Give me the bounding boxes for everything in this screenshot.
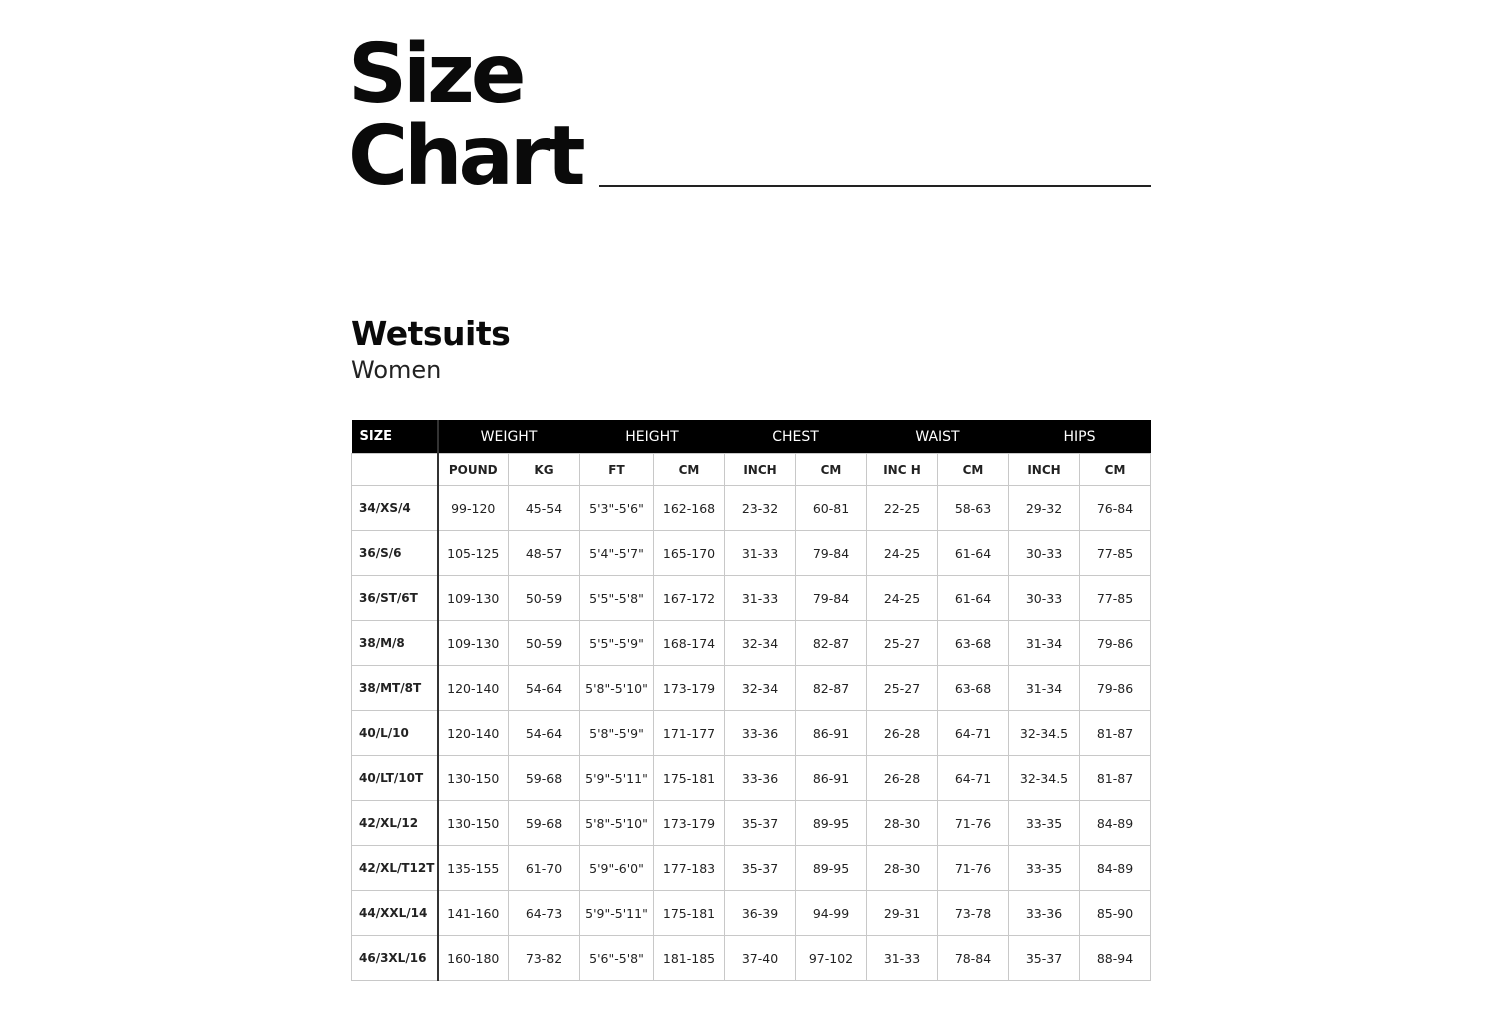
table-cell: 32-34 <box>725 621 796 666</box>
table-cell: 31-33 <box>867 936 938 981</box>
unit-header: CM <box>654 454 725 486</box>
section-title: Wetsuits <box>351 314 511 353</box>
table-cell: 61-70 <box>509 846 580 891</box>
table-group-header-row <box>352 420 1151 454</box>
unit-header: INCH <box>725 454 796 486</box>
table-cell: 5'8"-5'10" <box>580 801 654 846</box>
title-divider <box>599 185 1151 187</box>
table-row <box>352 756 1151 801</box>
size-label-cell: 36/ST/6T <box>352 576 438 621</box>
table-cell: 61-64 <box>938 576 1009 621</box>
table-cell: 23-32 <box>725 486 796 531</box>
unit-header: INC H <box>867 454 938 486</box>
table-cell: 29-31 <box>867 891 938 936</box>
unit-header: INCH <box>1009 454 1080 486</box>
table-cell: 165-170 <box>654 531 725 576</box>
table-cell: 120-140 <box>438 666 509 711</box>
table-cell: 79-84 <box>796 576 867 621</box>
unit-header: KG <box>509 454 580 486</box>
table-cell: 84-89 <box>1080 846 1151 891</box>
table-cell: 130-150 <box>438 801 509 846</box>
table-cell: 64-71 <box>938 711 1009 756</box>
table-cell: 86-91 <box>796 756 867 801</box>
table-cell: 50-59 <box>509 621 580 666</box>
table-cell: 50-59 <box>509 576 580 621</box>
size-table <box>351 420 1151 981</box>
table-row <box>352 486 1151 531</box>
table-cell: 79-86 <box>1080 666 1151 711</box>
table-cell: 171-177 <box>654 711 725 756</box>
table-cell: 31-33 <box>725 531 796 576</box>
group-header-hips: HIPS <box>1009 420 1151 454</box>
group-header-height: HEIGHT <box>580 420 725 454</box>
table-cell: 162-168 <box>654 486 725 531</box>
size-label-cell: 38/M/8 <box>352 621 438 666</box>
table-cell: 82-87 <box>796 621 867 666</box>
table-row <box>352 891 1151 936</box>
size-label-cell: 44/XXL/14 <box>352 891 438 936</box>
table-cell: 33-36 <box>1009 891 1080 936</box>
table-cell: 31-33 <box>725 576 796 621</box>
table-row <box>352 801 1151 846</box>
table-cell: 58-63 <box>938 486 1009 531</box>
table-cell: 89-95 <box>796 846 867 891</box>
table-cell: 5'6"-5'8" <box>580 936 654 981</box>
table-cell: 33-36 <box>725 756 796 801</box>
table-cell: 26-28 <box>867 756 938 801</box>
table-cell: 5'9"-5'11" <box>580 891 654 936</box>
table-cell: 32-34 <box>725 666 796 711</box>
table-cell: 25-27 <box>867 621 938 666</box>
table-cell: 54-64 <box>509 711 580 756</box>
table-cell: 167-172 <box>654 576 725 621</box>
table-cell: 33-35 <box>1009 801 1080 846</box>
table-cell: 81-87 <box>1080 711 1151 756</box>
size-label-cell: 46/3XL/16 <box>352 936 438 981</box>
table-cell: 173-179 <box>654 666 725 711</box>
table-cell: 71-76 <box>938 801 1009 846</box>
table-cell: 94-99 <box>796 891 867 936</box>
table-cell: 82-87 <box>796 666 867 711</box>
table-cell: 78-84 <box>938 936 1009 981</box>
table-cell: 33-35 <box>1009 846 1080 891</box>
table-body <box>352 486 1151 981</box>
table-cell: 175-181 <box>654 756 725 801</box>
table-cell: 99-120 <box>438 486 509 531</box>
group-header-weight: WEIGHT <box>438 420 580 454</box>
table-cell: 35-37 <box>725 801 796 846</box>
table-cell: 59-68 <box>509 801 580 846</box>
table-cell: 130-150 <box>438 756 509 801</box>
table-cell: 32-34.5 <box>1009 711 1080 756</box>
table-row <box>352 666 1151 711</box>
table-cell: 105-125 <box>438 531 509 576</box>
table-cell: 5'9"-6'0" <box>580 846 654 891</box>
size-label-cell: 40/L/10 <box>352 711 438 756</box>
table-cell: 63-68 <box>938 666 1009 711</box>
table-cell: 77-85 <box>1080 576 1151 621</box>
table-cell: 61-64 <box>938 531 1009 576</box>
table-cell: 35-37 <box>725 846 796 891</box>
table-cell: 177-183 <box>654 846 725 891</box>
table-cell: 5'8"-5'10" <box>580 666 654 711</box>
table-cell: 30-33 <box>1009 576 1080 621</box>
size-label-cell: 36/S/6 <box>352 531 438 576</box>
table-cell: 79-86 <box>1080 621 1151 666</box>
table-row <box>352 621 1151 666</box>
table-cell: 64-71 <box>938 756 1009 801</box>
table-cell: 25-27 <box>867 666 938 711</box>
table-cell: 5'4"-5'7" <box>580 531 654 576</box>
table-row <box>352 846 1151 891</box>
table-cell: 89-95 <box>796 801 867 846</box>
unit-header-empty <box>352 454 438 486</box>
table-cell: 60-81 <box>796 486 867 531</box>
unit-header: CM <box>938 454 1009 486</box>
size-column-header: SIZE <box>352 420 438 454</box>
table-cell: 84-89 <box>1080 801 1151 846</box>
table-cell: 5'5"-5'9" <box>580 621 654 666</box>
table-cell: 24-25 <box>867 531 938 576</box>
table-cell: 33-36 <box>725 711 796 756</box>
table-cell: 37-40 <box>725 936 796 981</box>
size-label-cell: 42/XL/T12T <box>352 846 438 891</box>
table-cell: 28-30 <box>867 846 938 891</box>
unit-header: CM <box>796 454 867 486</box>
table-cell: 173-179 <box>654 801 725 846</box>
page-title-line-1: Size <box>348 27 523 122</box>
table-cell: 76-84 <box>1080 486 1151 531</box>
size-label-cell: 38/MT/8T <box>352 666 438 711</box>
table-cell: 31-34 <box>1009 666 1080 711</box>
table-cell: 26-28 <box>867 711 938 756</box>
table-cell: 5'8"-5'9" <box>580 711 654 756</box>
table-cell: 141-160 <box>438 891 509 936</box>
group-header-waist: WAIST <box>867 420 1009 454</box>
table-cell: 181-185 <box>654 936 725 981</box>
table-cell: 109-130 <box>438 576 509 621</box>
section-subtitle: Women <box>351 356 442 384</box>
table-cell: 5'5"-5'8" <box>580 576 654 621</box>
table-cell: 22-25 <box>867 486 938 531</box>
table-cell: 30-33 <box>1009 531 1080 576</box>
table-cell: 63-68 <box>938 621 1009 666</box>
table-cell: 77-85 <box>1080 531 1151 576</box>
table-row <box>352 711 1151 756</box>
table-cell: 168-174 <box>654 621 725 666</box>
table-cell: 29-32 <box>1009 486 1080 531</box>
table-cell: 54-64 <box>509 666 580 711</box>
table-row <box>352 576 1151 621</box>
table-row <box>352 531 1151 576</box>
table-cell: 175-181 <box>654 891 725 936</box>
table-cell: 88-94 <box>1080 936 1151 981</box>
table-cell: 135-155 <box>438 846 509 891</box>
table-cell: 64-73 <box>509 891 580 936</box>
group-header-chest: CHEST <box>725 420 867 454</box>
table-cell: 73-78 <box>938 891 1009 936</box>
table-unit-header-row <box>352 454 1151 486</box>
table-cell: 160-180 <box>438 936 509 981</box>
table-cell: 24-25 <box>867 576 938 621</box>
table-cell: 79-84 <box>796 531 867 576</box>
table-cell: 28-30 <box>867 801 938 846</box>
table-cell: 86-91 <box>796 711 867 756</box>
table-cell: 5'3"-5'6" <box>580 486 654 531</box>
table-cell: 32-34.5 <box>1009 756 1080 801</box>
unit-header: CM <box>1080 454 1151 486</box>
table-cell: 71-76 <box>938 846 1009 891</box>
table-cell: 35-37 <box>1009 936 1080 981</box>
table-cell: 5'9"-5'11" <box>580 756 654 801</box>
size-label-cell: 40/LT/10T <box>352 756 438 801</box>
page-title-line-2: Chart <box>348 109 582 204</box>
size-label-cell: 42/XL/12 <box>352 801 438 846</box>
table-row <box>352 936 1151 981</box>
table-cell: 85-90 <box>1080 891 1151 936</box>
table-cell: 109-130 <box>438 621 509 666</box>
table-cell: 81-87 <box>1080 756 1151 801</box>
table-cell: 73-82 <box>509 936 580 981</box>
size-label-cell: 34/XS/4 <box>352 486 438 531</box>
table-cell: 45-54 <box>509 486 580 531</box>
unit-header: POUND <box>438 454 509 486</box>
table-cell: 97-102 <box>796 936 867 981</box>
table-cell: 36-39 <box>725 891 796 936</box>
table-cell: 59-68 <box>509 756 580 801</box>
unit-header: FT <box>580 454 654 486</box>
table-cell: 120-140 <box>438 711 509 756</box>
table-cell: 31-34 <box>1009 621 1080 666</box>
table-cell: 48-57 <box>509 531 580 576</box>
